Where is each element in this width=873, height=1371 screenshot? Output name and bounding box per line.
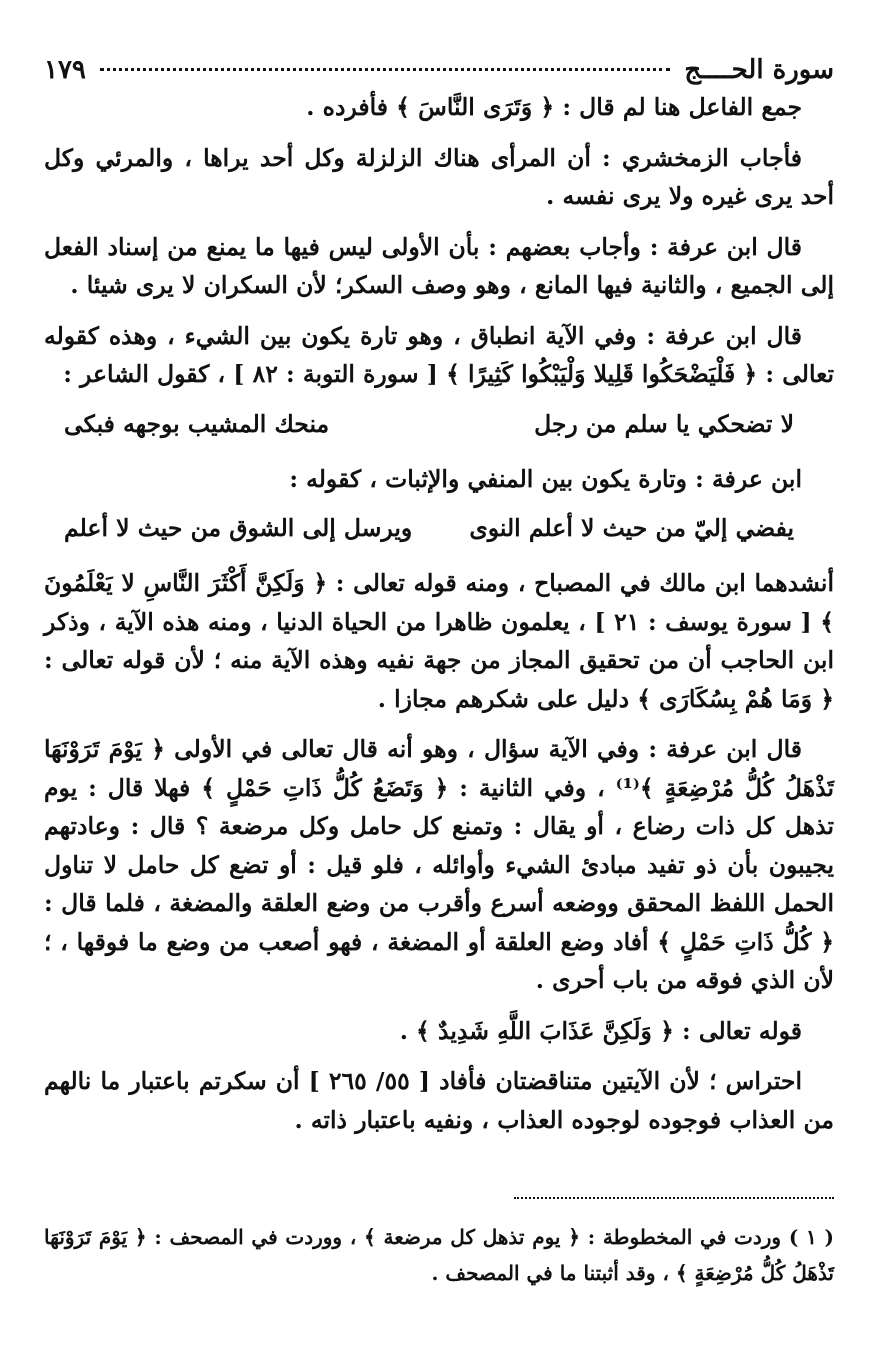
paragraph: ابن عرفة : وتارة يكون بين المنفي والإثبات ، كقوله :	[289, 464, 802, 493]
paragraph: قال ابن عرفة : وفي الآية سؤال ، وهو أنه قال تعالى في الأولى ﴿ يَوْمَ تَرَوْنَهَا تَذْهَلُ كُلُّ مُرْضِعَةٍ ﴾⁽¹⁾ ، وفي الثانية : ﴿ وَتَضَعُ كُلُّ ذَاتِ حَمْلٍ ﴾ فهلا قال : يوم تذهل كل ذات رضاع ، أو يقال : وتمنع كل حامل وكل مرضعة ؟ قال : وعادتهم يجيبون بأن ذو تفيد مبادئ الشيء وأوائله ، فلو قيل : أو تضع كل حامل لا تناول الحمل اللفظ المحقق ووضعه أسرع وأقرب من وضع العلقة والمضغة ، فلما قال : ﴿ كُلُّ ذَاتِ حَمْلٍ ﴾ أفاد وضع العلقة أو المضغة ، فهو أصعب من وضع ما فوقها ، ؛ لأن الذي فوقه من باب أحرى .	[44, 735, 834, 994]
paragraph: جمع الفاعل هنا لم قال : ﴿ وَتَرَى النَّاسَ ﴾ فأفرده .	[306, 93, 802, 121]
paragraph: أنشدهما ابن مالك في المصباح ، ومنه قوله تعالى : ﴿ وَلَكِنَّ أَكْثَرَ النَّاسِ لا يَعْلَمُونَ ﴾ [ سورة يوسف : ٢١ ] ، يعلمون ظاهرا من الحياة الدنيا ، ومنه هذه الآية ، وذكر ابن الحاجب أن من تحقيق المجاز من جهة نفيه وهذه الآية منه ؛ لأن قوله تعالى : ﴿ وَمَا هُمْ بِسُكَارَى ﴾ دليل على شكرهم مجازا .	[44, 569, 834, 713]
verse-second-hemistich: منحك المشيب بوجهه فبكى	[64, 409, 330, 438]
paragraph: قوله تعالى : ﴿ وَلَكِنَّ عَذَابَ اللَّهِ شَدِيدٌ ﴾ .	[399, 1016, 802, 1045]
paragraph: فأجاب الزمخشري : أن المرأى هناك الزلزلة وكل أحد يراها ، والمرئي وكل أحد يرى غيره ولا يرى نفسه .	[44, 143, 834, 210]
paragraph: قال ابن عرفة : وفي الآية انطباق ، وهو تارة يكون بين الشيء ، وهذه كقوله تعالى : ﴿ فَلْيَضْحَكُوا قَلِيلا وَلْيَبْكُوا كَثِيرًا ﴾ [ سورة التوبة : ٨٢ ] ، كقول الشاعر :	[44, 321, 834, 388]
verse-first-hemistich: يفضي إليّ من حيث لا أعلم النوى	[469, 514, 794, 542]
poetry-verse	[64, 404, 794, 444]
poetry-verse	[64, 508, 794, 548]
footnote: ( ١ ) وردت في المخطوطة : ﴿ يوم تذهل كل مرضعة ﴾ ، ووردت في المصحف : ﴿ يَوْمَ تَرَوْنَهَا تَذْهَلُ كُلُّ مُرْضِعَةٍ ﴾ ، وقد أثبتنا ما في المصحف .	[44, 1225, 834, 1285]
page-number: ١٧٩	[44, 55, 86, 85]
verse-first-hemistich: لا تضحكي يا سلم من رجل	[534, 409, 794, 438]
surah-title: سورة الحــــج	[684, 55, 834, 85]
book-page	[44, 52, 834, 1311]
paragraph: احتراس ؛ لأن الآيتين متناقضتان فأفاد [ ٥٥/ ٢٦٥ ] أن سكرتم باعتبار ما نالهم من العذاب فوجوده لوجوده العذاب ، ونفيه باعتبار ذاته .	[44, 1067, 834, 1134]
verse-second-hemistich: ويرسل إلى الشوق من حيث لا أعلم	[64, 514, 413, 542]
header-dotted-leader	[100, 68, 670, 71]
running-header	[44, 52, 834, 88]
footnote-separator	[514, 1197, 834, 1199]
paragraph: قال ابن عرفة : وأجاب بعضهم : بأن الأولى ليس فيها ما يمنع من إسناد الفعل إلى الجميع ، والثانية فيها المانع ، وهو وصف السكر؛ لأن السكران لا يرى شيئا .	[44, 232, 834, 299]
